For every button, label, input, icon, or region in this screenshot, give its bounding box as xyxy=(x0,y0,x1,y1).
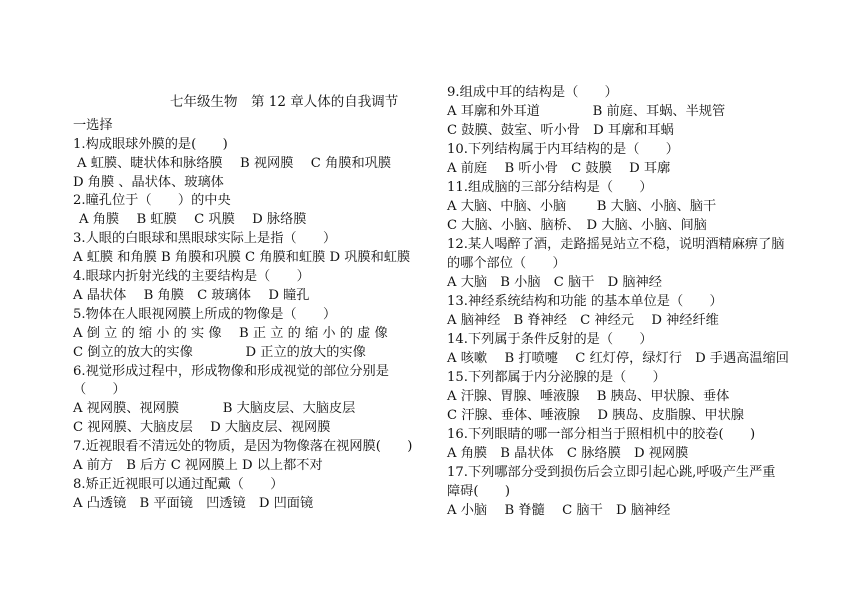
question-line: A 前庭 B 听小骨 C 鼓膜 D 耳廓 xyxy=(447,161,671,176)
question-line: 15.下列都属于内分泌腺的是（ ） xyxy=(447,370,666,385)
question-line: （ ） xyxy=(73,382,126,397)
question-line: 3.人眼的白眼球和黑眼球实际上是指（ ） xyxy=(73,231,337,246)
question-line: D 角膜 、晶状体、玻璃体 xyxy=(73,175,224,190)
question-line: A 大脑、中脑、小脑 B 大脑、小脑、脑干 xyxy=(447,199,717,214)
document-title: 七年级生物 第 12 章人体的自我调节 xyxy=(170,94,399,110)
question-line: 11.组成脑的三部分结构是（ ） xyxy=(447,180,653,195)
question-line: 4.眼球内折射光线的主要结构是（ ） xyxy=(73,269,310,284)
question-line: 17.下列哪部分受到损伤后会立即引起心跳,呼吸产生严重 xyxy=(447,465,776,480)
question-line: 12.某人喝醉了酒，走路摇晃站立不稳，说明酒精麻痹了脑 xyxy=(447,237,785,252)
question-line: C 视网膜、大脑皮层 D 大脑皮层、视网膜 xyxy=(73,420,331,435)
question-line: 障碍( ) xyxy=(447,484,511,499)
question-line: A 视网膜、视网膜 B 大脑皮层、大脑皮层 xyxy=(73,401,356,416)
question-line: A 小脑 B 脊髓 C 脑干 D 脑神经 xyxy=(447,503,671,518)
question-line: 10.下列结构属于内耳结构的是（ ） xyxy=(447,142,679,157)
question-line: A 倒 立 的 缩 小 的 实 像 B 正 立 的 缩 小 的 虚 像 xyxy=(73,326,388,341)
question-line: A 脑神经 B 脊神经 C 神经元 D 神经纤维 xyxy=(447,313,719,328)
question-line: A 汗腺、胃腺、唾液腺 B 胰岛、甲状腺、垂体 xyxy=(447,389,730,404)
question-line: 6.视觉形成过程中，形成物像和形成视觉的部位分别是 xyxy=(73,364,389,379)
question-line: 9.组成中耳的结构是（ ） xyxy=(447,85,618,100)
question-line: 5.物体在人眼视网膜上所成的物像是（ ） xyxy=(73,307,337,322)
question-line: 14.下列属于条件反射的是（ ） xyxy=(447,332,653,347)
question-line: C 鼓膜、鼓室、听小骨 D 耳廓和耳蜗 xyxy=(447,123,674,138)
question-line: A 前方 B 后方 C 视网膜上 D 以上都不对 xyxy=(73,458,323,473)
section-heading: 一选择 xyxy=(73,118,113,133)
question-line: 2.瞳孔位于（ ）的中央 xyxy=(73,193,231,208)
question-line: A 虹膜 和角膜 B 角膜和巩膜 C 角膜和虹膜 D 巩膜和虹膜 xyxy=(73,250,411,265)
question-line: A 角膜 B 晶状体 C 脉络膜 D 视网膜 xyxy=(447,446,689,461)
question-line: 的哪个部位（ ） xyxy=(447,256,566,271)
question-line: 8.矫正近视眼可以通过配戴（ ） xyxy=(73,477,284,492)
question-line: 13.神经系统结构和功能 的基本单位是（ ） xyxy=(447,294,723,309)
question-line: A 咳嗽 B 打喷嚏 C 红灯停，绿灯行 D 手遇高温缩回 xyxy=(447,351,789,366)
question-line: C 汗腺、垂体、唾液腺 D 胰岛、皮脂腺、甲状腺 xyxy=(447,408,744,423)
question-line: A 晶状体 B 角膜 C 玻璃体 D 瞳孔 xyxy=(73,288,310,303)
question-line: C 倒立的放大的实像 D 正立的放大的实像 xyxy=(73,345,366,360)
question-line: A 凸透镜 B 平面镜 凹透镜 D 凹面镜 xyxy=(73,496,314,511)
question-line: 16.下列眼睛的哪一部分相当于照相机中的胶卷( ) xyxy=(447,427,756,442)
question-line: A 大脑 B 小脑 C 脑干 D 脑神经 xyxy=(447,275,662,290)
question-line: 1.构成眼球外膜的是( ) xyxy=(73,137,228,152)
question-line: C 大脑、小脑、脑桥、 D 大脑、小脑、间脑 xyxy=(447,218,707,233)
question-line: A 耳廓和外耳道 B 前庭、耳蜗、半规管 xyxy=(447,104,726,119)
question-line: A 虹膜、睫状体和脉络膜 B 视网膜 C 角膜和巩膜 xyxy=(77,156,392,171)
question-line: 7.近视眼看不清远处的物质，是因为物像落在视网膜( ) xyxy=(73,439,413,454)
question-line: A 角膜 B 虹膜 C 巩膜 D 脉络膜 xyxy=(79,212,307,227)
